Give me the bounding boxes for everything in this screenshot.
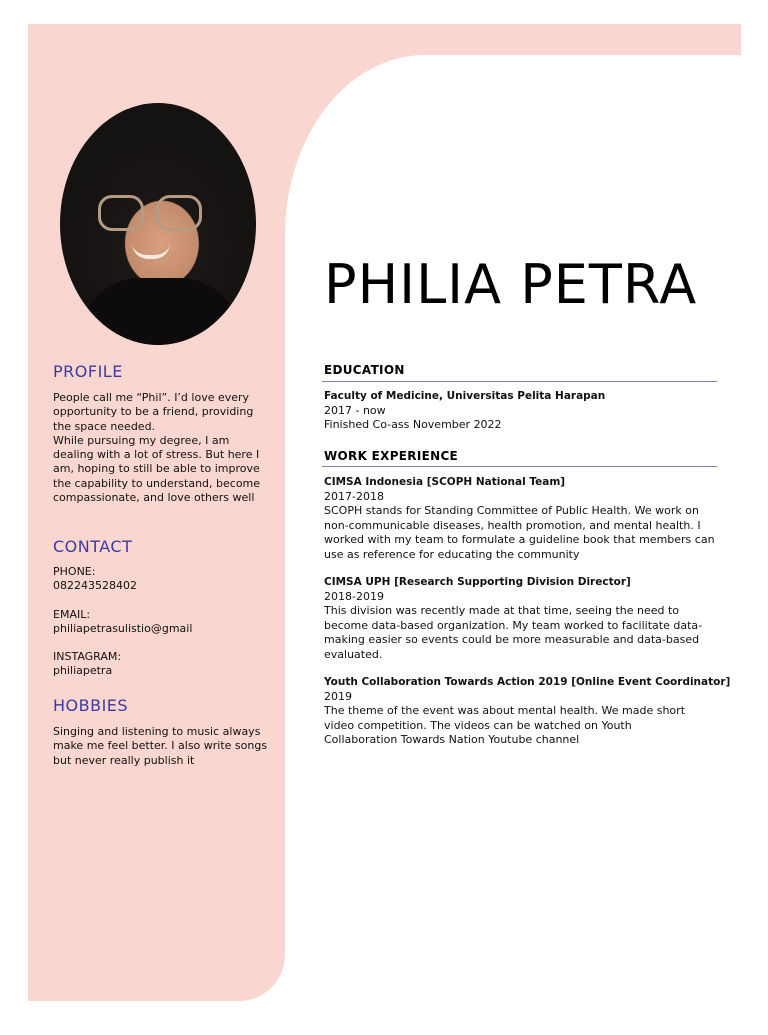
phone-label: PHONE: (53, 565, 96, 578)
profile-line: the space needed. (53, 419, 156, 433)
instagram-value: philiapetra (53, 664, 113, 678)
work-divider (322, 466, 717, 467)
instagram-label: INSTAGRAM: (53, 650, 122, 664)
education-divider (322, 381, 717, 382)
work-entry (324, 675, 731, 748)
contact-block (53, 565, 268, 679)
hobbies-line: Singing and listening to music always (53, 725, 261, 738)
education-line: Finished Co-ass November 2022 (324, 418, 502, 431)
profile-line: People call me “Phil”. I’d love every (53, 391, 250, 404)
work-entry-line: become data-based organization. My team worked to facilitate data- (324, 618, 703, 632)
profile-text (53, 391, 268, 505)
work-entry-line: SCOPH stands for Standing Committee of Public Health. We work on (324, 504, 699, 517)
work-entry (324, 475, 719, 562)
work-entry-line: 2018-2019 (324, 589, 384, 603)
email-label: EMAIL: (53, 607, 91, 621)
work-heading: WORK EXPERIENCE (324, 449, 459, 463)
work-entry-line: use as reference for educating the community (324, 547, 580, 561)
phone-value: 082243528402 (53, 579, 137, 593)
education-entry (324, 389, 719, 433)
work-entry-line: The theme of the event was about mental health. We made short (324, 704, 686, 717)
email-value: philiapetrasulistio@gmail (53, 621, 193, 635)
profile-line: compassionate, and love others well (53, 491, 255, 505)
education-heading: EDUCATION (324, 363, 405, 377)
work-entry (324, 575, 719, 662)
hobbies-text (53, 725, 268, 768)
profile-line: am, hoping to still be able to improve (53, 462, 260, 476)
work-entry-title: Youth Collaboration Towards Action 2019 [Online Event Coordinator] (324, 676, 731, 688)
work-entry-line: non-communicable diseases, health promotion, and mental health. I (324, 518, 701, 532)
contact-heading: CONTACT (53, 537, 133, 556)
work-entry-line: Collaboration Towards Nation Youtube channel (324, 733, 580, 746)
profile-line: dealing with a lot of stress. But here I (53, 448, 260, 462)
work-entry-title: CIMSA Indonesia [SCOPH National Team] (324, 476, 566, 488)
photo-smile (132, 243, 170, 259)
resume-name: PHILIA PETRA (324, 253, 698, 316)
work-entry-line: evaluated. (324, 647, 383, 661)
photo-glasses-left (98, 195, 144, 231)
work-entry-line: making easier so events could be more measurable and data-based (324, 633, 700, 646)
work-entry-line: worked with my team to formulate a guideline book that members can (324, 533, 715, 546)
hobbies-line: but never really publish it (53, 753, 195, 767)
work-entry-line: 2017-2018 (324, 489, 384, 503)
hobbies-heading: HOBBIES (53, 696, 129, 715)
work-entry-line: 2019 (324, 689, 352, 703)
photo-glasses-right (156, 195, 202, 231)
work-entry-line: video competition. The videos can be watched on Youth (324, 718, 632, 732)
profile-line: opportunity to be a friend, providing (53, 405, 254, 419)
profile-heading: PROFILE (53, 362, 123, 381)
work-entry-line: This division was recently made at that time, seeing the need to (324, 604, 680, 617)
photo-shirt (80, 278, 240, 345)
hobbies-line: make me feel better. I also write songs (53, 739, 268, 753)
education-title: Faculty of Medicine, Universitas Pelita Harapan (324, 390, 606, 402)
education-line: 2017 - now (324, 403, 386, 417)
profile-line: the capability to understand, become (53, 476, 261, 490)
profile-photo (60, 103, 256, 345)
profile-line: While pursuing my degree, I am (53, 433, 230, 447)
work-entry-title: CIMSA UPH [Research Supporting Division Director] (324, 576, 631, 588)
